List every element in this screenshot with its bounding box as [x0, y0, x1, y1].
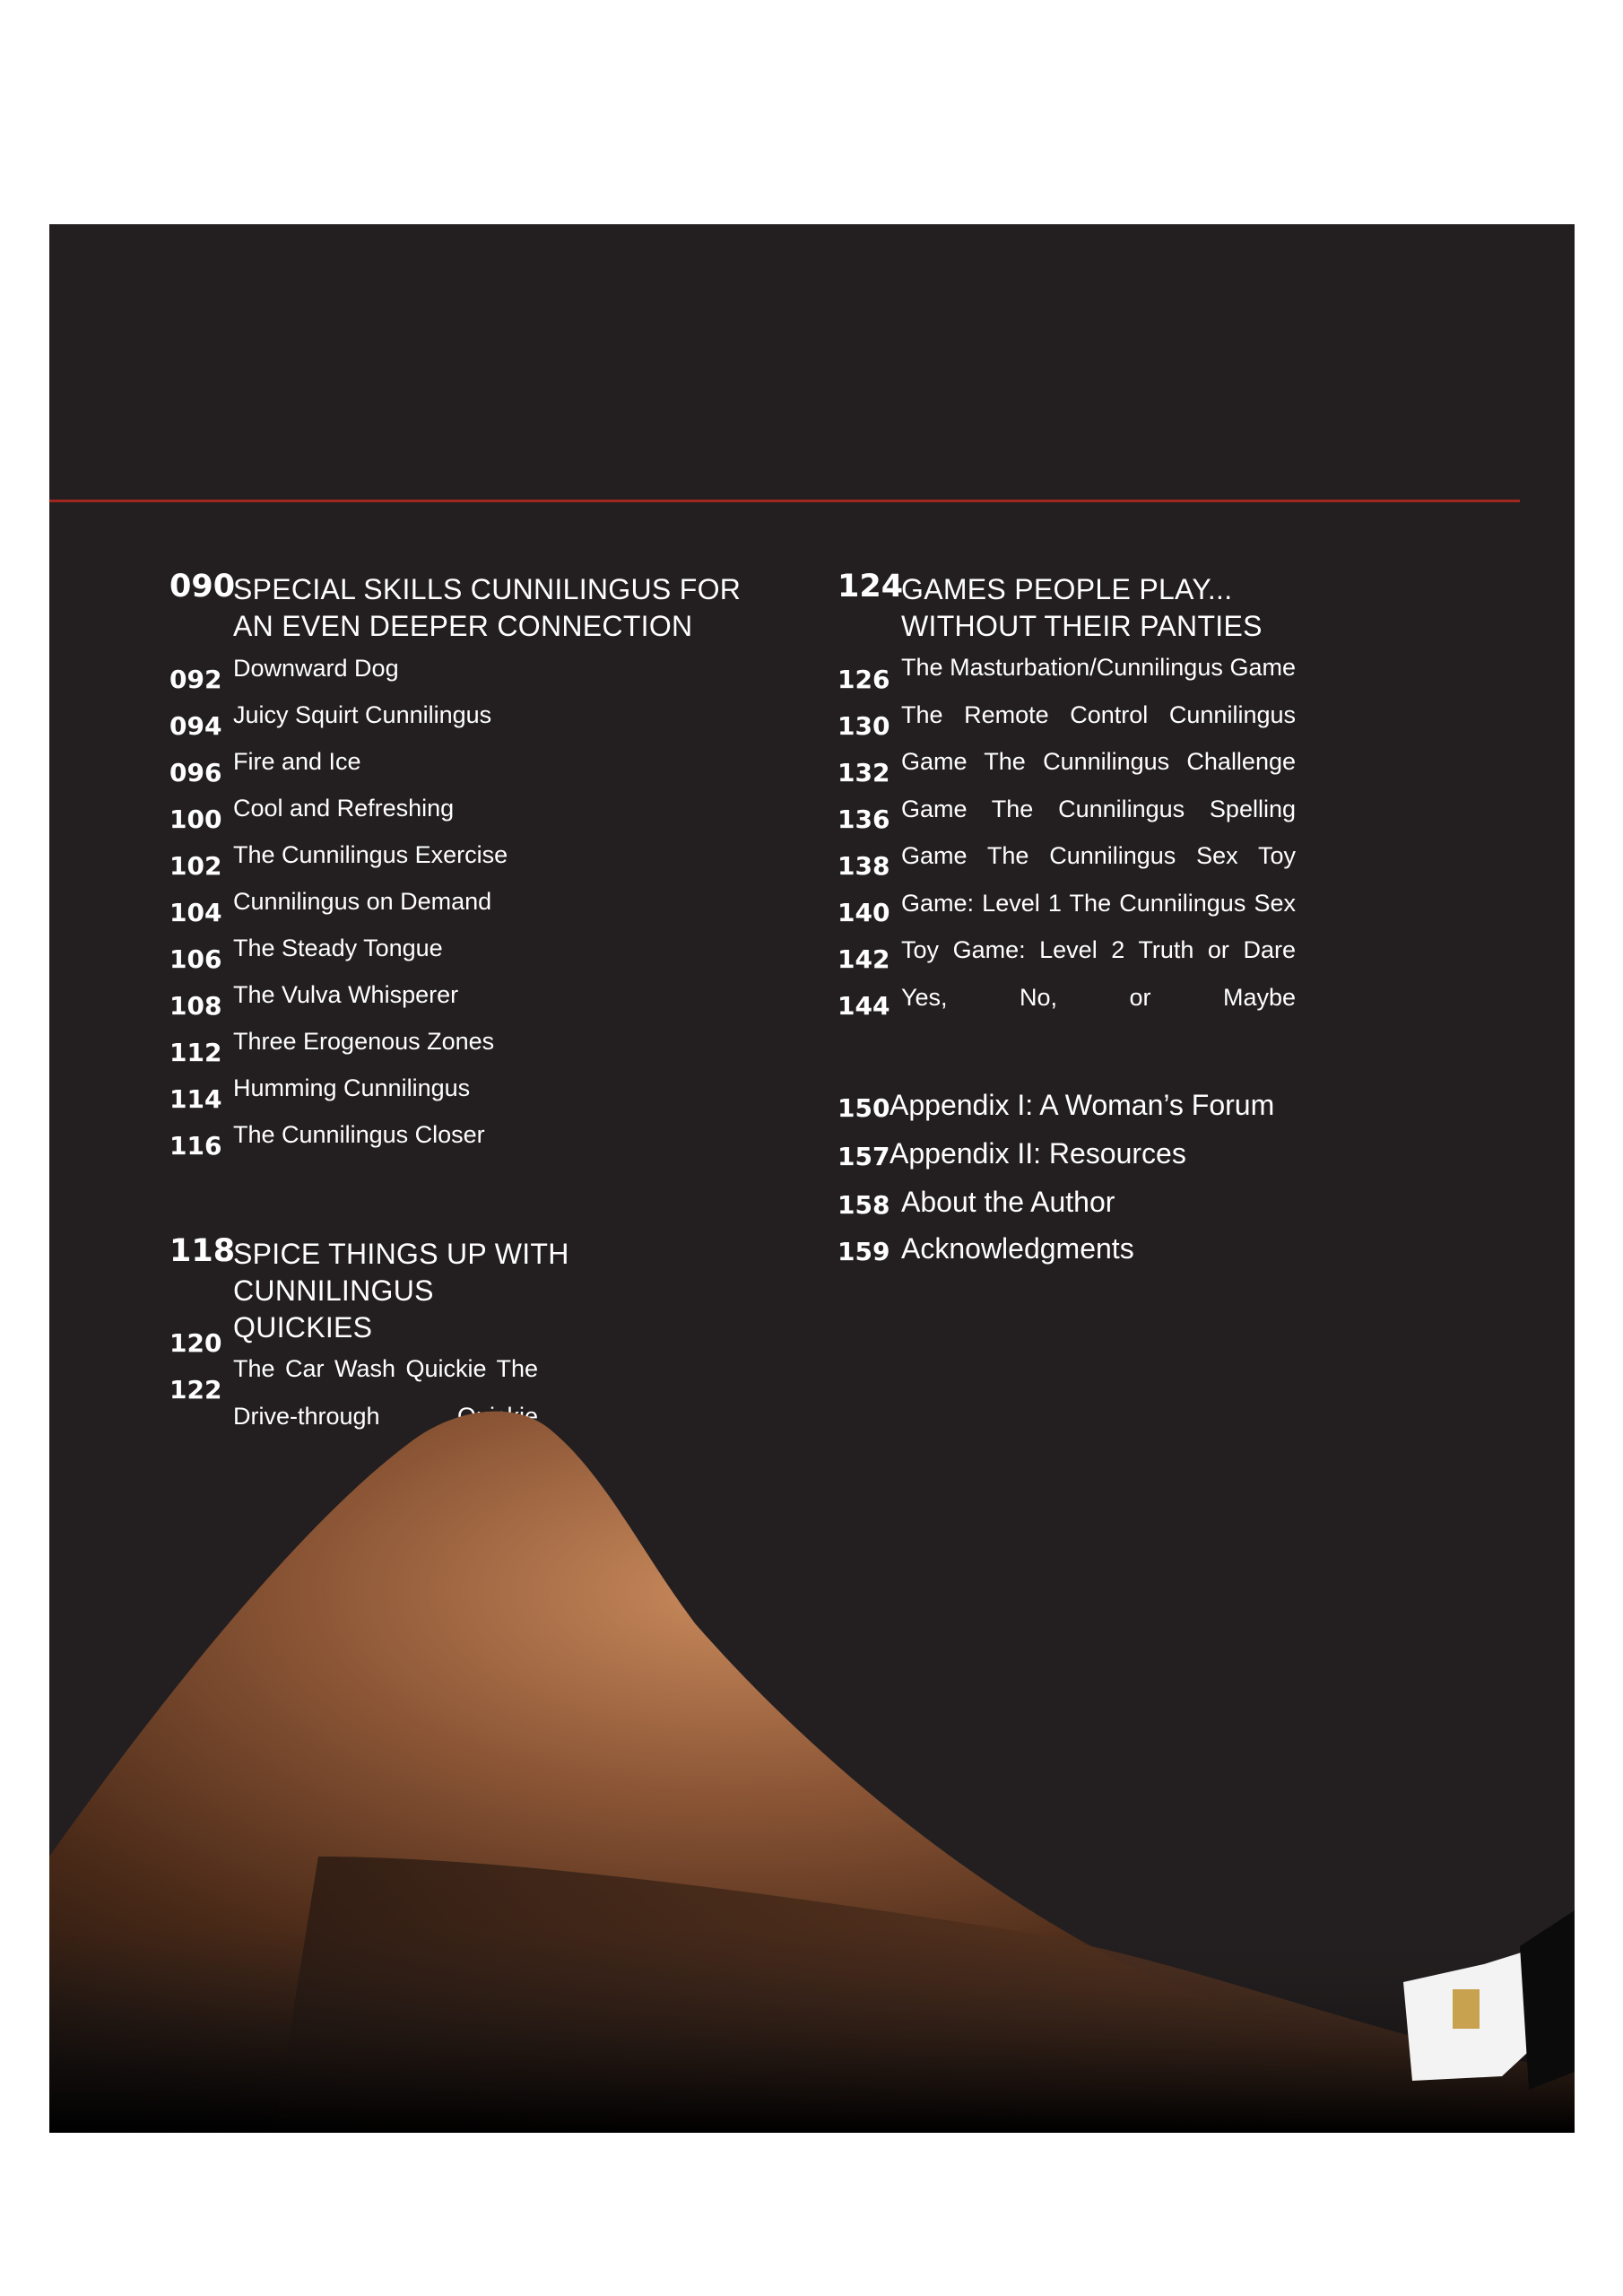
entry-page-number: 104 — [169, 898, 222, 927]
toc-entry: Juicy Squirt Cunnilingus — [233, 701, 492, 728]
section-title-line: GAMES PEOPLE PLAY... — [901, 573, 1233, 605]
toc-entry: Humming Cunnilingus — [233, 1074, 471, 1101]
entry-page-number: 108 — [169, 991, 222, 1021]
entry-page-number: 140 — [838, 898, 890, 927]
section-title-line: AN EVEN DEEPER CONNECTION — [233, 610, 693, 642]
toc-entry: Acknowledgments — [901, 1232, 1134, 1265]
entry-page-number: 138 — [838, 851, 890, 881]
entry-page-number: 114 — [169, 1084, 222, 1114]
entry-page-number: 106 — [169, 944, 222, 974]
entry-page-number: 142 — [838, 944, 890, 974]
entry-page-number: 159 — [838, 1237, 890, 1266]
red-divider-line — [49, 500, 1520, 502]
section-page-number: 118 — [169, 1233, 236, 1269]
toc-entry: Three Erogenous Zones — [233, 1028, 495, 1055]
entry-page-number: 100 — [169, 804, 222, 834]
entry-page-number: 126 — [838, 665, 890, 694]
toc-entry: The Steady Tongue — [233, 935, 443, 961]
toc-entry: About the Author — [901, 1186, 1115, 1218]
entry-page-number: 116 — [169, 1131, 222, 1161]
section-title-line: WITHOUT THEIR PANTIES — [901, 610, 1263, 642]
entry-page-number: 158 — [838, 1190, 890, 1220]
toc-entries-paragraph: The Masturbation/Cunnilingus Game The Remote Control Cunnilingus Game The Cunnilingus Challenge Game The Cunnilingus Spelling Game The Cunnilingus Sex Toy Game: Level 1 The Cunnilingus Sex Toy Game: Level 2 Truth or Dare Yes, No, or Maybe — [901, 654, 1296, 1011]
entry-page-number: 120 — [169, 1328, 222, 1358]
entry-page-number: 132 — [838, 758, 890, 787]
entry-page-number: 157 — [838, 1142, 890, 1171]
entry-page-number: 094 — [169, 711, 222, 741]
entry-page-number: 144 — [838, 991, 890, 1021]
entry-page-number: 112 — [169, 1038, 222, 1067]
entry-page-number: 150 — [838, 1093, 890, 1123]
entry-page-number: 096 — [169, 758, 222, 787]
toc-entry: The Cunnilingus Exercise — [233, 841, 508, 868]
section-page-number: 124 — [838, 569, 904, 604]
toc-entry: Fire and Ice — [233, 748, 361, 775]
section-page-number: 090 — [169, 569, 236, 604]
toc-entry: Appendix II: Resources — [890, 1137, 1186, 1170]
toc-entry: The Cunnilingus Closer — [233, 1121, 485, 1148]
toc-entries-paragraph: The Car Wash Quickie The Drive-through Quickie — [233, 1355, 538, 1430]
toc-entry: The Vulva Whisperer — [233, 981, 459, 1008]
toc-entry: Cunnilingus on Demand — [233, 888, 492, 915]
section-title-line: SPICE THINGS UP WITH — [233, 1238, 569, 1270]
entry-page-number: 130 — [838, 711, 890, 741]
entry-page-number: 102 — [169, 851, 222, 881]
section-title-line: SPECIAL SKILLS CUNNILINGUS FOR — [233, 573, 742, 605]
leg-photo — [49, 1390, 1575, 2133]
dark-page-panel — [49, 224, 1575, 2133]
toc-entry: Appendix I: A Woman’s Forum — [890, 1089, 1275, 1121]
entry-page-number: 122 — [169, 1375, 222, 1405]
section-title-line: CUNNILINGUS — [233, 1274, 434, 1307]
section-title-line: QUICKIES — [233, 1311, 373, 1344]
toc-entry: Cool and Refreshing — [233, 795, 455, 822]
toc-entry: Downward Dog — [233, 655, 399, 682]
entry-page-number: 092 — [169, 665, 222, 694]
entry-page-number: 136 — [838, 804, 890, 834]
